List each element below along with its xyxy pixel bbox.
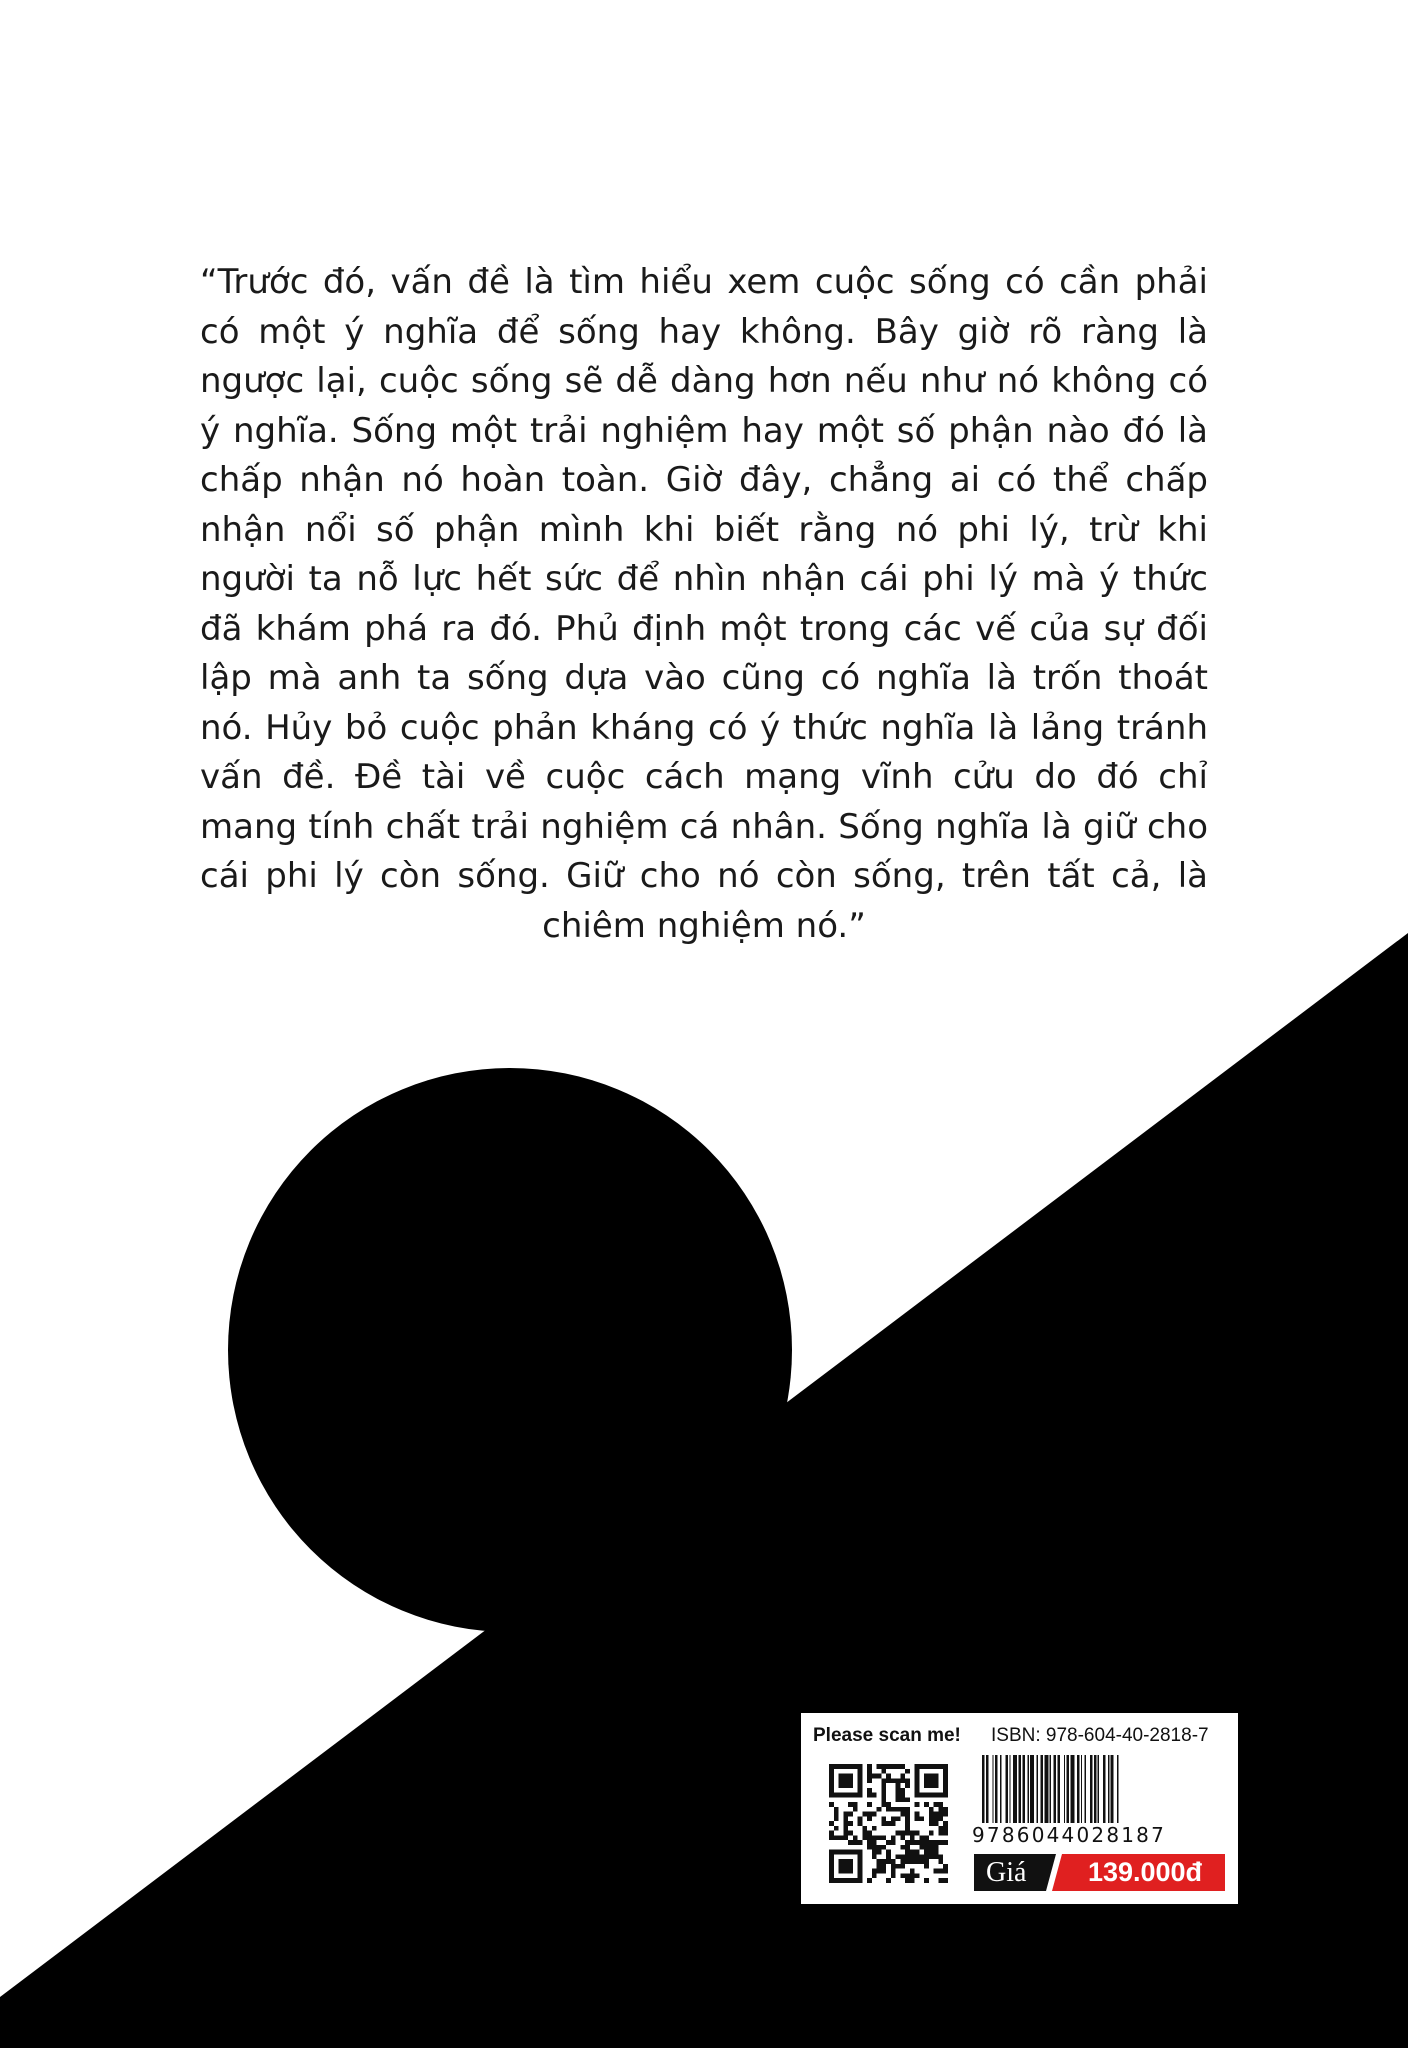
barcode-digits: 9786044028187 [972,1823,1167,1847]
price-barcode-label [801,1713,1238,1904]
qr-code-icon[interactable] [829,1764,948,1883]
price-label: Giá [986,1857,1027,1888]
price-tag [974,1854,1225,1891]
scan-prompt: Please scan me! [813,1725,961,1746]
price-value: 139.000đ [1087,1857,1203,1887]
isbn-number: ISBN: 978-604-40-2818-7 [991,1725,1209,1746]
black-circle [228,1068,792,1632]
barcode-icon [982,1755,1223,1823]
back-cover-quote: “Trước đó, vấn đề là tìm hiểu xem cuộc sống có cần phải có một ý nghĩa để sống hay không. Bây giờ rõ ràng là ngược lại, cuộc sống sẽ dễ dàng hơn nếu như nó không có ý nghĩa. Sống một trải nghiệm hay một số phận nào đó là chấp nhận nó hoàn toàn. Giờ đây, chẳng ai có thể chấp nhận nổi số phận mình khi biết rằng nó phi lý, trừ khi người ta nỗ lực hết sức để nhìn nhận cái phi lý mà ý thức đã khám phá ra đó. Phủ định một trong các vế của sự đối lập mà anh ta sống dựa vào cũng có nghĩa là trốn thoát nó. Hủy bỏ cuộc phản kháng có ý thức nghĩa là lảng tránh vấn đề. Đề tài về cuộc cách mạng vĩnh cửu do đó chỉ mang tính chất trải nghiệm cá nhân. Sống nghĩa là giữ cho cái phi lý còn sống. Giữ cho nó còn sống, trên tất cả, là chiêm nghiệm nó.” [200,262,1208,946]
